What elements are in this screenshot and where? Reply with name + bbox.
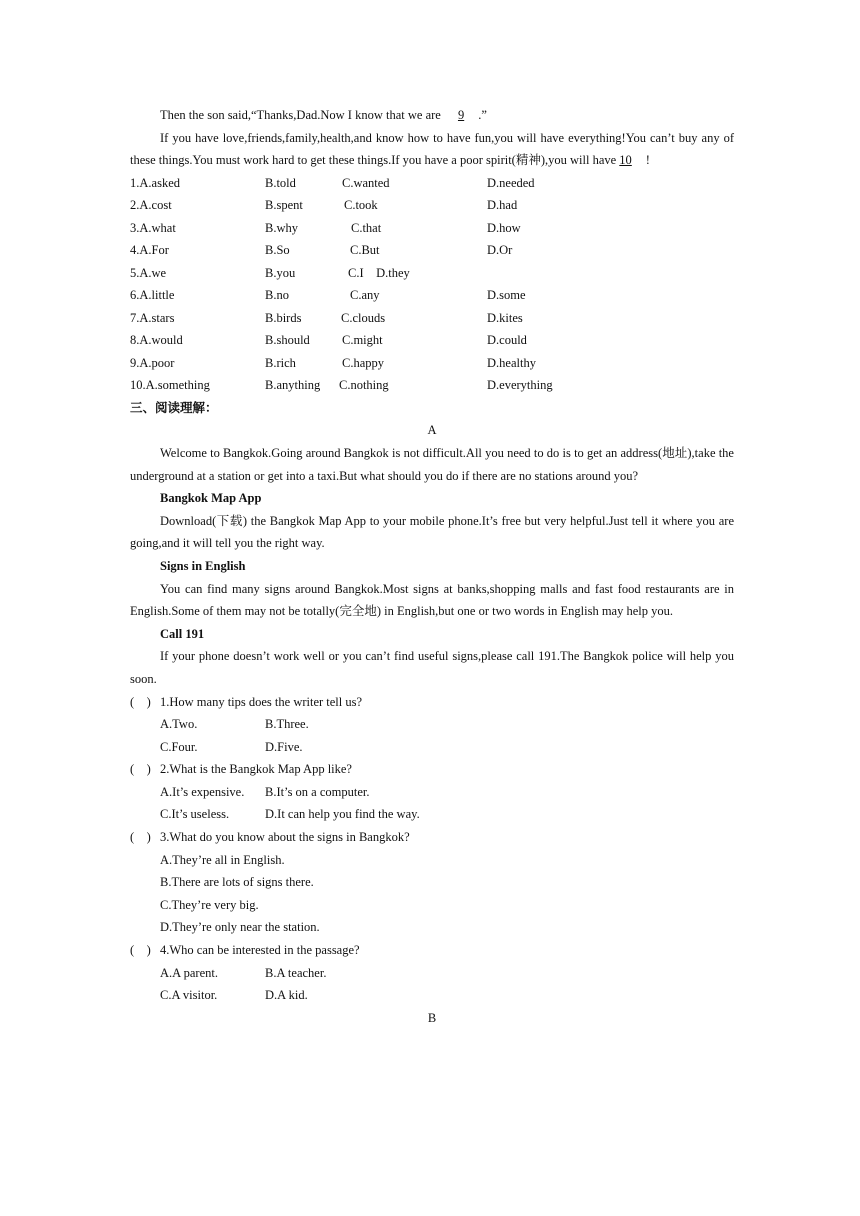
option-row <box>130 374 734 397</box>
choice-a: A.Two. <box>160 717 198 732</box>
choice-row <box>130 736 734 759</box>
question-text: 4.Who can be interested in the passage? <box>160 943 360 958</box>
choice-row <box>130 781 734 804</box>
question-text: 1.How many tips does the writer tell us? <box>160 694 363 709</box>
paragraph-map-app: Download(下载) the Bangkok Map App to your mobile phone.It’s free but very helpful.Just tell it where you are going,and it will tell you the right way. <box>130 513 734 551</box>
question-3 <box>130 826 734 849</box>
answer-blank[interactable]: ( ) <box>130 830 151 845</box>
option-row <box>130 172 734 195</box>
choice-c: C.A visitor. <box>160 988 218 1003</box>
heading-map-app: Bangkok Map App <box>160 491 262 506</box>
option-c: C.wanted <box>342 175 390 190</box>
closing-text: If you have love,friends,family,health,and know how to have fun,you will have everything!You can’t buy any of these things.You must work hard to get these things.If you have a poor spirit(精神),you will have <box>130 130 734 168</box>
choice-row <box>130 962 734 985</box>
choice-a: A.They’re all in English. <box>160 852 285 867</box>
option-c: C.might <box>342 333 383 348</box>
option-d: D.everything <box>487 378 553 393</box>
choice-row <box>130 713 734 736</box>
passage-b-letter: B <box>427 1010 437 1025</box>
option-a: 2.A.cost <box>130 198 172 213</box>
option-b: B.should <box>265 333 310 348</box>
option-d: D.kites <box>487 310 523 325</box>
option-b: B.spent <box>265 198 303 213</box>
option-c: C.clouds <box>341 310 386 325</box>
choice-d: D.Five. <box>265 739 303 754</box>
closing-paragraph <box>130 127 734 172</box>
option-row <box>130 194 734 217</box>
question-4 <box>130 939 734 962</box>
choice-row <box>130 984 734 1007</box>
answer-blank[interactable]: ( ) <box>130 694 151 709</box>
choice-row <box>130 803 734 826</box>
option-d: D.had <box>487 198 518 213</box>
choice-c: C.They’re very big. <box>160 897 259 912</box>
option-a: 8.A.would <box>130 333 183 348</box>
heading-signs: Signs in English <box>160 558 246 573</box>
choice-d: D.It can help you find the way. <box>265 807 420 822</box>
choice-d: D.They’re only near the station. <box>160 920 320 935</box>
option-b: B.birds <box>265 310 302 325</box>
option-c: C.I D.they <box>348 265 410 280</box>
option-c: C.any <box>350 288 380 303</box>
choice-c: C.It’s useless. <box>160 807 230 822</box>
option-b: B.why <box>265 220 298 235</box>
answer-blank[interactable]: ( ) <box>130 762 151 777</box>
passage-a-letter: A <box>427 423 437 438</box>
option-b: B.So <box>265 243 290 258</box>
choice-b: B.A teacher. <box>265 965 327 980</box>
option-a: 6.A.little <box>130 288 175 303</box>
option-a: 4.A.For <box>130 243 169 258</box>
paragraph-signs: You can find many signs around Bangkok.Most signs at banks,shopping malls and fast food restaurants are in English.Some of them may not be totally(完全地) in English,but one or two words in English may help you. <box>130 581 734 619</box>
option-d: D.how <box>487 220 521 235</box>
option-b: B.you <box>265 265 296 280</box>
document-page <box>130 104 734 1029</box>
option-d: D.some <box>487 288 526 303</box>
heading-call: Call 191 <box>160 626 205 641</box>
option-row <box>130 217 734 240</box>
option-b: B.anything <box>265 378 321 393</box>
option-a: 7.A.stars <box>130 310 175 325</box>
question-text: 3.What do you know about the signs in Bangkok? <box>160 830 410 845</box>
paragraph-call: If your phone doesn’t work well or you can’t find useful signs,please call 191.The Bangkok police will help you soon. <box>130 649 734 686</box>
option-b: B.no <box>265 288 289 303</box>
son-said-end: .” <box>478 108 487 122</box>
blank-9: 9 <box>457 108 465 122</box>
option-c: C.But <box>350 243 380 258</box>
option-a: 1.A.asked <box>130 175 180 190</box>
option-c: C.took <box>344 198 378 213</box>
question-2 <box>130 758 734 781</box>
option-a: 5.A.we <box>130 265 167 280</box>
choice-b: B.It’s on a computer. <box>265 784 370 799</box>
option-row <box>130 352 734 375</box>
choice-d: D.A kid. <box>265 988 308 1003</box>
option-d: D.healthy <box>487 355 536 370</box>
question-1 <box>130 691 734 714</box>
option-a: 9.A.poor <box>130 355 175 370</box>
option-row <box>130 262 734 285</box>
option-row <box>130 284 734 307</box>
option-c: C.nothing <box>339 378 389 393</box>
answer-blank[interactable]: ( ) <box>130 943 151 958</box>
son-said-line <box>130 104 734 127</box>
choice-b: B.There are lots of signs there. <box>160 875 314 890</box>
option-d: D.could <box>487 333 527 348</box>
choice-c: C.Four. <box>160 739 198 754</box>
option-row <box>130 329 734 352</box>
option-c: C.happy <box>342 355 385 370</box>
choice-b: B.Three. <box>265 717 309 732</box>
option-b: B.rich <box>265 355 296 370</box>
blank-10: 10 <box>619 153 632 168</box>
option-d: D.Or <box>487 243 513 258</box>
choice-a: A.It’s expensive. <box>160 784 245 799</box>
passage-a-intro: Welcome to Bangkok.Going around Bangkok is not difficult.All you need to do is to get an address(地址),take the underground at a station or get into a taxi.But what should you do if there are no stations around you? <box>130 445 734 483</box>
cloze-options <box>130 172 734 397</box>
choice-a: A.A parent. <box>160 965 218 980</box>
option-row <box>130 307 734 330</box>
section-title: 三、阅读理解： <box>130 399 218 415</box>
option-a: 3.A.what <box>130 220 176 235</box>
option-a: 10.A.something <box>130 378 210 393</box>
son-said-text: Then the son said,“Thanks,Dad.Now I know that we are <box>160 108 444 122</box>
option-b: B.told <box>265 175 296 190</box>
option-c: C.that <box>351 220 382 235</box>
option-d: D.needed <box>487 175 535 190</box>
question-text: 2.What is the Bangkok Map App like? <box>160 762 352 777</box>
option-row <box>130 239 734 262</box>
closing-end: ! <box>645 153 650 168</box>
